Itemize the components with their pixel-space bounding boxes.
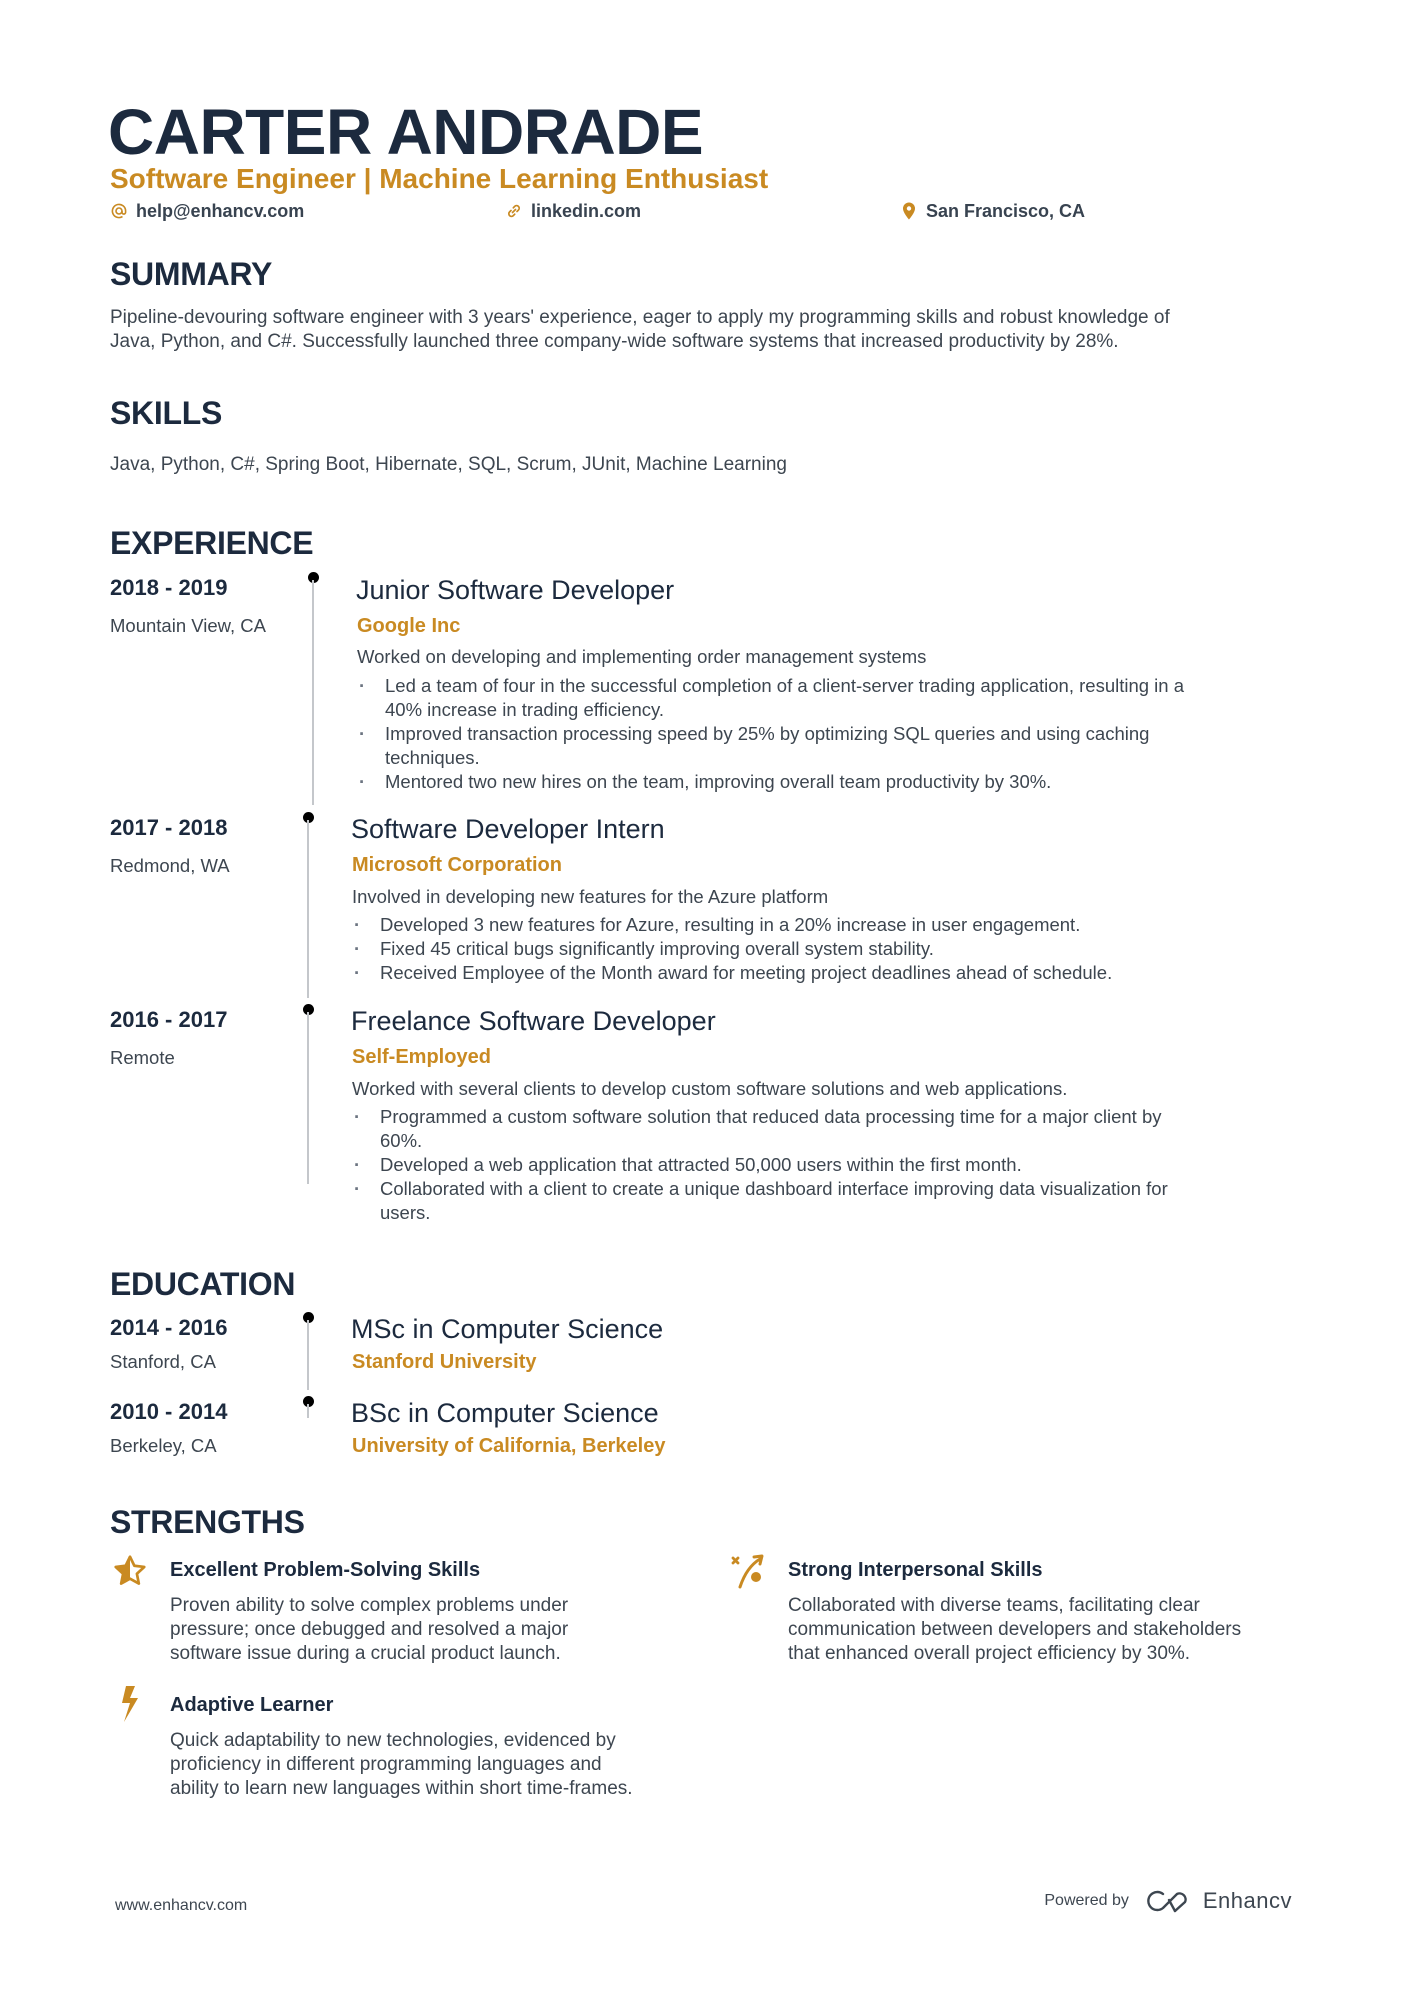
job-bullets	[357, 674, 1317, 794]
powered-by-label: Powered by	[1044, 1892, 1129, 1909]
timeline-line	[307, 820, 309, 998]
job-bullet: · Programmed a custom software solution that reduced data processing time for a major client by 60%.	[352, 1105, 1312, 1153]
star-icon	[112, 1553, 152, 1593]
job-description: Involved in developing new features for the Azure platform	[352, 886, 829, 907]
job-bullets	[352, 1105, 1312, 1225]
section-title-education: EDUCATION	[110, 1266, 296, 1302]
lightning-bolt-icon	[116, 1684, 156, 1724]
enhancv-logo-icon	[1145, 1888, 1191, 1914]
contact-email-text: help@enhancv.com	[136, 200, 305, 221]
section-title-experience: EXPERIENCE	[110, 525, 314, 561]
contact-location-text: San Francisco, CA	[926, 200, 1086, 221]
candidate-headline: Software Engineer | Machine Learning Enthusiast	[110, 163, 769, 194]
education-dates: 2010 - 2014	[110, 1399, 228, 1424]
strength-description: Quick adaptability to new technologies, evidenced by proficiency in different programming languages and ability to learn new languages within short time-frames.	[170, 1730, 633, 1799]
company-name: Microsoft Corporation	[352, 854, 562, 876]
section-title-summary: SUMMARY	[110, 256, 273, 292]
section-title-skills: SKILLS	[110, 395, 222, 431]
job-title: Junior Software Developer	[356, 575, 675, 605]
summary-text	[110, 306, 1310, 354]
strength-title: Adaptive Learner	[170, 1694, 334, 1716]
strategy-icon	[730, 1553, 770, 1593]
location-pin-icon	[900, 202, 918, 220]
experience-location: Mountain View, CA	[110, 615, 266, 636]
school-name: University of California, Berkeley	[352, 1435, 666, 1457]
experience-dates: 2017 - 2018	[110, 815, 228, 840]
skills-list: Java, Python, C#, Spring Boot, Hibernate, SQL, Scrum, JUnit, Machine Learning	[110, 454, 787, 475]
experience-location: Remote	[110, 1047, 175, 1068]
section-title-strengths: STRENGTHS	[110, 1504, 305, 1540]
job-bullets	[352, 913, 1312, 985]
job-description: Worked with several clients to develop custom software solutions and web applications.	[352, 1078, 1068, 1099]
company-name: Google Inc	[357, 615, 461, 637]
strength-title: Strong Interpersonal Skills	[788, 1559, 1043, 1581]
contact-linkedin[interactable]	[505, 198, 641, 224]
link-icon	[505, 202, 523, 220]
job-bullet: · Improved transaction processing speed by 25% by optimizing SQL queries and using caching techniques.	[357, 722, 1317, 770]
job-title: Freelance Software Developer	[351, 1006, 716, 1036]
education-location: Berkeley, CA	[110, 1435, 217, 1456]
strength-title: Excellent Problem-Solving Skills	[170, 1559, 481, 1581]
education-location: Stanford, CA	[110, 1351, 216, 1372]
enhancv-logo[interactable]	[1145, 1888, 1292, 1914]
contact-email[interactable]	[110, 198, 304, 224]
experience-location: Redmond, WA	[110, 855, 230, 876]
job-bullet: · Mentored two new hires on the team, improving overall team productivity by 30%.	[357, 770, 1317, 794]
footer-website-link[interactable]: www.enhancv.com	[115, 1897, 248, 1914]
timeline-line	[307, 1404, 309, 1418]
job-bullet: · Led a team of four in the successful completion of a client-server trading application, resulting in a 40% increase in trading efficiency.	[357, 674, 1317, 722]
job-bullet: · Received Employee of the Month award for meeting project deadlines ahead of schedule.	[352, 961, 1312, 985]
job-title: Software Developer Intern	[351, 814, 665, 844]
job-bullet: · Collaborated with a client to create a unique dashboard interface improving data visualization for users.	[352, 1177, 1312, 1225]
job-bullet: · Developed 3 new features for Azure, resulting in a 20% increase in user engagement.	[352, 913, 1312, 937]
job-description: Worked on developing and implementing order management systems	[357, 646, 927, 667]
timeline-line	[307, 1320, 309, 1390]
candidate-name: CARTER ANDRADE	[108, 96, 704, 168]
timeline-line	[307, 1012, 309, 1184]
job-bullet: · Fixed 45 critical bugs significantly improving overall system stability.	[352, 937, 1312, 961]
summary-line: Pipeline-devouring software engineer with 3 years' experience, eager to apply my programming skills and robust knowledge of	[110, 307, 1170, 328]
experience-dates: 2018 - 2019	[110, 575, 228, 600]
company-name: Self-Employed	[352, 1046, 491, 1068]
strength-description: Collaborated with diverse teams, facilitating clear communication between developers and stakeholders that enhanced overall project efficiency by 30%.	[788, 1595, 1242, 1664]
experience-dates: 2016 - 2017	[110, 1007, 228, 1032]
education-dates: 2014 - 2016	[110, 1315, 228, 1340]
school-name: Stanford University	[352, 1351, 537, 1373]
footer-powered-by	[1044, 1888, 1292, 1914]
timeline-line	[312, 580, 314, 805]
summary-line: Java, Python, and C#. Successfully launched three company-wide software systems that increased productivity by 28%.	[110, 331, 1119, 352]
degree-title: BSc in Computer Science	[351, 1398, 659, 1428]
at-icon	[110, 202, 128, 220]
degree-title: MSc in Computer Science	[351, 1314, 664, 1344]
job-bullet: · Developed a web application that attracted 50,000 users within the first month.	[352, 1153, 1312, 1177]
brand-name: Enhancv	[1202, 1888, 1292, 1913]
strength-description: Proven ability to solve complex problems under pressure; once debugged and resolved a major software issue during a crucial product launch.	[170, 1595, 569, 1664]
contact-linkedin-text: linkedin.com	[531, 200, 642, 221]
contact-location	[900, 198, 1085, 224]
